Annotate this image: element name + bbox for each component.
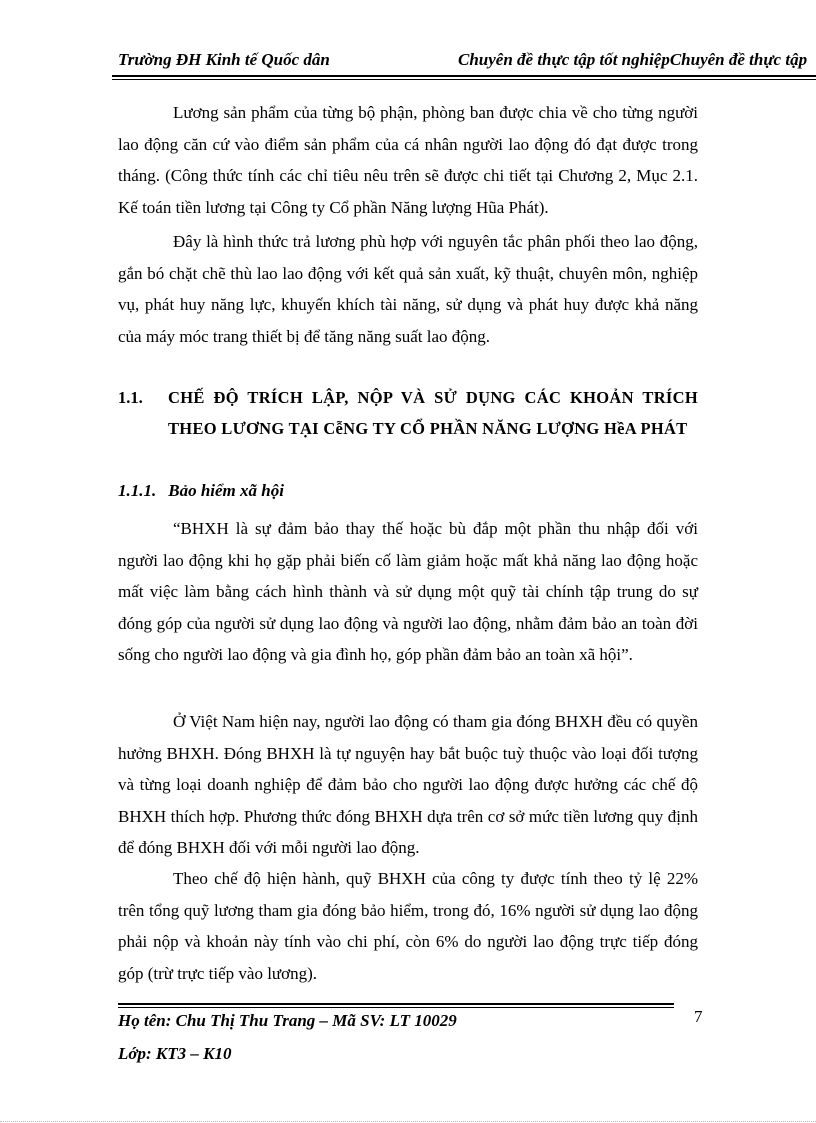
footer-class: Lớp: KT3 – K10 <box>118 1044 232 1063</box>
subsection-number: 1.1.1. <box>118 481 157 500</box>
section-title: CHẾ ĐỘ TRÍCH LẬP, NỘP VÀ SỬ DỤNG CÁC KHOẢN TRÍCH THEO LƯƠNG TẠI CễNG TY CỔ PHẦN NĂNG LƯỢNG HềA PHÁT <box>168 388 698 438</box>
header-university: Trường ĐH Kinh tế Quốc dân <box>118 50 330 69</box>
header-document-title: Chuyên đề thực tập tốt nghiệpChuyên đề thực tập <box>458 50 808 69</box>
paragraph-bhxh-definition: “BHXH là sự đảm bảo thay thế hoặc bù đắp một phần thu nhập đối với người lao động khi họ gặp phải biến cố làm giảm hoặc mất khả năng lao động hoặc mất việc làm bằng cách hình thành và sử dụng một quỹ tài chính tập trung do sự đóng góp của người sử dụng lao động và người lao động, nhằm đảm bảo an toàn đời sống cho người lao động và gia đình họ, góp phần đảm bảo an toàn xã hội”. <box>118 519 698 664</box>
header-divider-thin <box>112 79 816 80</box>
paragraph-bhxh-vietnam: Ở Việt Nam hiện nay, người lao động có tham gia đóng BHXH đều có quyền hưởng BHXH. Đóng BHXH là tự nguyện hay bắt buộc tuỳ thuộc vào loại đối tượng và từng loại doanh nghiệp để đảm bảo cho người lao động được hưởng các chế độ BHXH thích hợp. Phương thức đóng BHXH dựa trên cơ sở mức tiền lương quy định để đóng BHXH đối với mỗi người lao động. <box>118 712 698 857</box>
subsection-title: Bảo hiểm xã hội <box>168 481 284 500</box>
paragraph-wage-principle: Đây là hình thức trả lương phù hợp với nguyên tắc phân phối theo lao động, gắn bó chặt chẽ thù lao lao động với kết quả sản xuất, kỹ thuật, chuyên môn, nghiệp vụ, phát huy năng lực, khuyến khích tài năng, sử dụng và phát huy được khả năng của máy móc trang thiết bị để tăng năng suất lao động. <box>118 232 698 346</box>
header-divider <box>112 75 816 77</box>
paragraph-bhxh-rate: Theo chế độ hiện hành, quỹ BHXH của công ty được tính theo tỷ lệ 22% trên tổng quỹ lương tham gia đóng bảo hiểm, trong đó, 16% người sử dụng lao động phải nộp và khoản này tính vào chi phí, còn 6% do người lao động trực tiếp đóng góp (trừ trực tiếp vào lương). <box>118 869 698 983</box>
footer-divider-thin <box>118 1007 674 1008</box>
paragraph-product-wage: Lương sản phẩm của từng bộ phận, phòng ban được chia về cho từng người lao động căn cứ vào điểm sản phẩm của cá nhân người lao động đó đạt được trong tháng. (Công thức tính các chỉ tiêu nêu trên sẽ được chi tiết tại Chương 2, Mục 2.1. Kế toán tiền lương tại Công ty Cổ phần Năng lượng Hũa Phát). <box>118 103 698 217</box>
page-boundary <box>0 1121 816 1122</box>
footer-divider <box>118 1003 674 1005</box>
subsection-heading <box>118 481 284 501</box>
page-header <box>118 50 816 76</box>
page-number: 7 <box>694 1007 703 1026</box>
footer-student-name: Họ tên: Chu Thị Thu Trang – Mã SV: LT 10029 <box>118 1011 457 1030</box>
section-number: 1.1. <box>118 388 143 407</box>
